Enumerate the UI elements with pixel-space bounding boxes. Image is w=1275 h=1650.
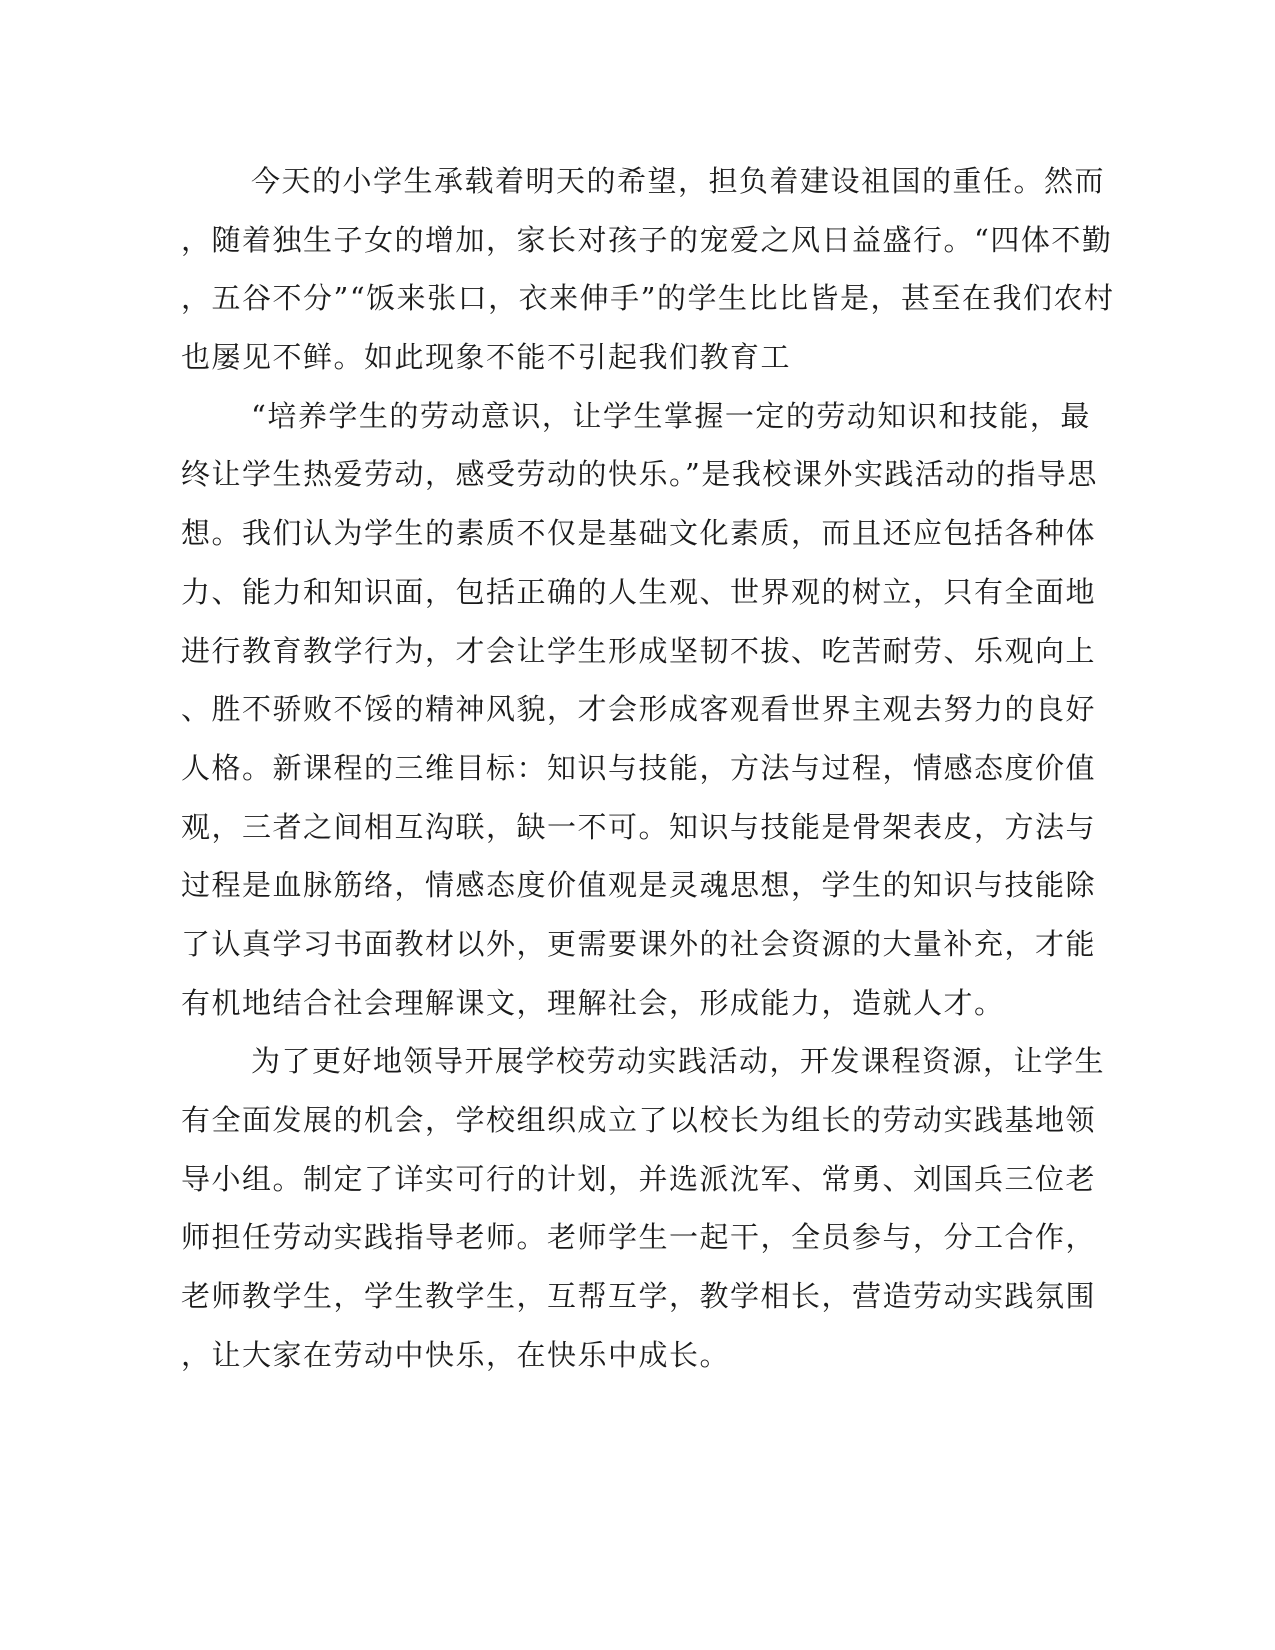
paragraph-line: 过程是血脉筋络，情感态度价值观是灵魂思想，学生的知识与技能除	[181, 868, 1097, 903]
paragraph-line: 也屡见不鲜。如此现象不能不引起我们教育工	[181, 340, 792, 375]
paragraph-line: 进行教育教学行为，才会让学生形成坚韧不拔、吃苦耐劳、乐观向上	[181, 633, 1097, 668]
paragraph-line: 导小组。制定了详实可行的计划，并选派沈军、常勇、刘国兵三位老	[181, 1161, 1097, 1196]
paragraph-line: ，五谷不分”“饭来张口，衣来伸手”的学生比比皆是，甚至在我们农村	[181, 281, 1115, 316]
paragraph-line: ，随着独生子女的增加，家长对孩子的宠爱之风日益盛行。“四体不勤	[181, 222, 1113, 257]
paragraph-line: 力、能力和知识面，包括正确的人生观、世界观的树立，只有全面地	[181, 574, 1097, 609]
paragraph-line: 终让学生热爱劳动，感受劳动的快乐。”是我校课外实践活动的指导思	[181, 457, 1098, 492]
paragraph-line: 想。我们认为学生的素质不仅是基础文化素质，而且还应包括各种体	[181, 516, 1097, 551]
paragraph-line: 老师教学生，学生教学生，互帮互学，教学相长，营造劳动实践氛围	[181, 1279, 1097, 1314]
paragraph-line: 有全面发展的机会，学校组织成立了以校长为组长的劳动实践基地领	[181, 1103, 1097, 1137]
paragraph-1	[181, 152, 1115, 387]
paragraph-line: ，让大家在劳动中快乐，在快乐中成长。	[181, 1337, 731, 1372]
paragraph-line: 师担任劳动实践指导老师。老师学生一起干，全员参与，分工合作，	[181, 1220, 1097, 1255]
paragraph-line: 今天的小学生承载着明天的希望，担负着建设祖国的重任。然而	[251, 164, 1106, 198]
document-body	[181, 152, 1115, 1384]
paragraph-line: 人格。新课程的三维目标：知识与技能，方法与过程，情感态度价值	[181, 750, 1097, 785]
paragraph-line: 为了更好地领导开展学校劳动实践活动，开发课程资源，让学生	[251, 1044, 1106, 1079]
paragraph-3	[181, 1032, 1106, 1384]
paragraph-line: “培养学生的劳动意识，让学生掌握一定的劳动知识和技能，最	[251, 398, 1091, 433]
paragraph-line: 、胜不骄败不馁的精神风貌，才会形成客观看世界主观去努力的良好	[181, 692, 1097, 727]
paragraph-2	[181, 387, 1098, 1033]
paragraph-line: 了认真学习书面教材以外，更需要课外的社会资源的大量补充，才能	[181, 926, 1097, 961]
paragraph-line: 有机地结合社会理解课文，理解社会，形成能力，造就人才。	[181, 985, 1005, 1020]
paragraph-line: 观，三者之间相互沟联，缺一不可。知识与技能是骨架表皮，方法与	[181, 809, 1097, 844]
